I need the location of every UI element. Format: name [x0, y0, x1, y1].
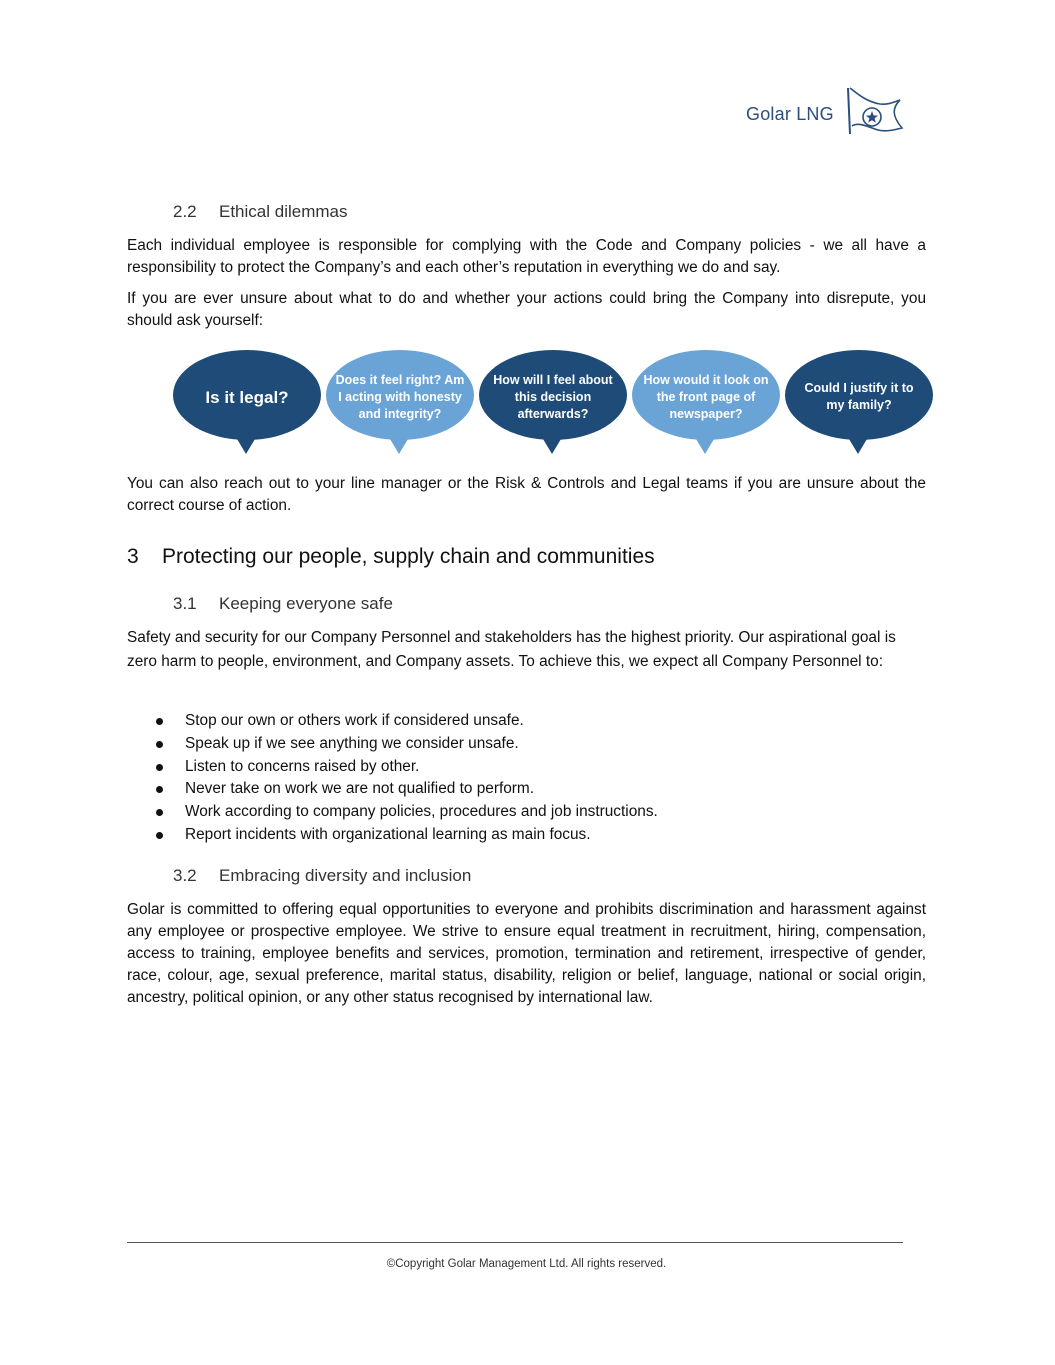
section-title: Keeping everyone safe [219, 594, 393, 613]
section-number: 2.2 [173, 202, 197, 221]
list-item: Never take on work we are not qualified to perform. [127, 778, 926, 801]
section-title: Embracing diversity and inclusion [219, 866, 472, 885]
question-text: Does it feel right? Am I acting with honesty and integrity? [335, 372, 465, 421]
question-text: Could I justify it to my family? [804, 381, 914, 412]
footer-copyright: ©Copyright Golar Management Ltd. All rights reserved. [386, 1258, 667, 1270]
logo-text: Golar LNG [746, 104, 834, 124]
question-bubble [784, 348, 934, 456]
paragraph: If you are ever unsure about what to do and whether your actions could bring the Company into disrepute, you should ask yourself: [127, 290, 926, 329]
section-number: 3.2 [173, 866, 197, 885]
question-bubble [325, 348, 475, 456]
golar-flag-star-icon [842, 82, 908, 144]
question-text: How would it look on the front page of newspaper? [643, 372, 769, 421]
section-number: 3 [127, 545, 139, 568]
footer-divider [127, 1242, 903, 1243]
section-number: 3.1 [173, 594, 197, 613]
paragraph: You can also reach out to your line manager or the Risk & Controls and Legal teams if you are unsure about the correct course of action. [127, 475, 926, 514]
section-heading-3-2 [127, 865, 926, 887]
section-title: Protecting our people, supply chain and communities [162, 545, 655, 568]
question-bubble [631, 348, 781, 456]
paragraph: Safety and security for our Company Personnel and stakeholders has the highest priority. Our aspirational goal is zero harm to people, environment, and Company assets. To achieve this, we expect all Company Personnel to: [127, 629, 896, 670]
safety-bullet-list [127, 710, 926, 847]
list-item: Speak up if we see anything we consider unsafe. [127, 733, 926, 756]
question-text: Is it legal? [205, 387, 289, 407]
section-title: Ethical dilemmas [219, 202, 348, 221]
question-bubble [478, 348, 628, 456]
list-item: Report incidents with organizational learning as main focus. [127, 824, 926, 847]
paragraph: Golar is committed to offering equal opportunities to everyone and prohibits discrimination and harassment against any employee or prospective employee. We strive to ensure equal treatment in recruitment, hiring, compensation, access to training, employee benefits and services, promotion, termination and retirement, irrespective of gender, race, colour, age, sexual preference, marital status, disability, religion or belief, language, national or social origin, ancestry, political opinion, or any other status recognised by international law. [127, 901, 926, 1006]
list-item: Listen to concerns raised by other. [127, 756, 926, 779]
list-item: Stop our own or others work if considered unsafe. [127, 710, 926, 733]
paragraph: Each individual employee is responsible for complying with the Code and Company policies - we all have a responsibility to protect the Company’s and each other’s reputation in everything we do and say. [127, 237, 926, 276]
question-bubble [172, 348, 322, 456]
section-heading-2-2 [127, 201, 926, 223]
question-bubbles [172, 348, 934, 456]
company-logo [746, 82, 916, 144]
question-text: How will I feel about this decision afterwards? [493, 372, 613, 421]
list-item: Work according to company policies, procedures and job instructions. [127, 801, 926, 824]
section-heading-3 [127, 546, 926, 568]
section-heading-3-1 [127, 593, 926, 615]
